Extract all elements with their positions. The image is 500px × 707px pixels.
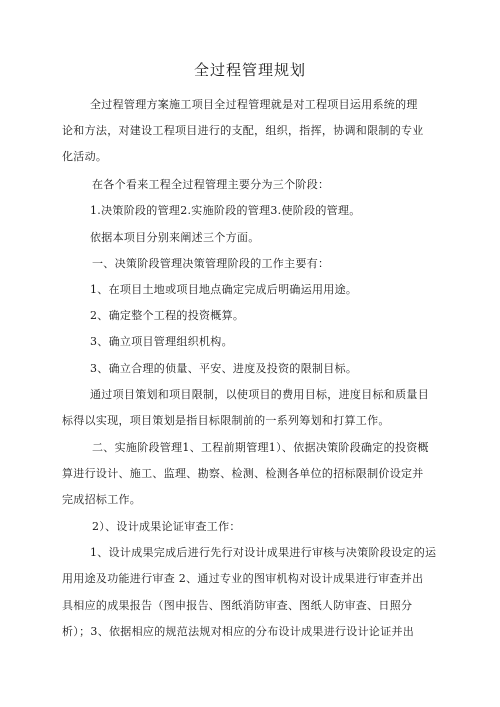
section-heading: 一、决策阶段管理决策管理阶段的工作主要有： xyxy=(92,257,330,270)
list-item: 2、确定整个工程的投资概算。 xyxy=(90,309,245,322)
list-item: 1、在项目土地或项目地点确定完成后明确运用用途。 xyxy=(90,283,358,296)
paragraph-line: 析）；3、依据相应的规范法规对相应的分布设计成果进行设计论证并出 xyxy=(62,625,415,638)
sub-heading: 2）、设计成果论证审查工作： xyxy=(92,520,241,533)
paragraph-line: 论和方法，对建设工程项目进行的支配，组织，指挥，协调和限制的专业 xyxy=(62,124,424,137)
paragraph-line: 标得以实现，项目策划是指目标限制前的一系列筹划和打算工作。 xyxy=(62,414,390,427)
paragraph-line: 通过项目策划和项目限制，以使项目的费用目标，进度目标和质量目 xyxy=(90,388,429,401)
document-title: 全过程管理规划 xyxy=(193,61,306,79)
paragraph-line: 全过程管理方案施工项目全过程管理就是对工程项目运用系统的理 xyxy=(90,98,418,111)
paragraph-line: 算进行设计、施工、监理、勘察、检测、检测各单位的招标限制价设定并 xyxy=(62,467,424,480)
paragraph-line: 化活动。 xyxy=(62,150,108,163)
paragraph-line: 用用途及功能进行审查 2、通过专业的图审机构对设计成果进行审查并出 xyxy=(62,572,424,585)
paragraph-line: 1.决策阶段的管理2.实施阶段的管理3.使阶段的管理。 xyxy=(90,204,361,217)
paragraph-line: 完成招标工作。 xyxy=(62,493,142,506)
list-item: 3、确立项目管理组织机构。 xyxy=(90,335,233,348)
list-item: 3、确立合理的侦量、平安、进度及投资的限制目标。 xyxy=(90,362,358,375)
paragraph-line: 1、设计成果完成后进行先行对设计成果进行审核与决策阶段设定的运 xyxy=(90,546,437,559)
paragraph-line: 具相应的成果报告（图申报告、图纸消防审查、图纸人防审查、日照分 xyxy=(62,599,413,612)
section-heading: 二、实施阶段管理1、工程前期管理1）、依据决策阶段确定的投资概 xyxy=(92,441,429,454)
paragraph-line: 依据本项目分别来阐述三个方面。 xyxy=(90,231,260,244)
paragraph-line: 在各个看来工程全过程管理主要分为三个阶段： xyxy=(92,178,330,191)
